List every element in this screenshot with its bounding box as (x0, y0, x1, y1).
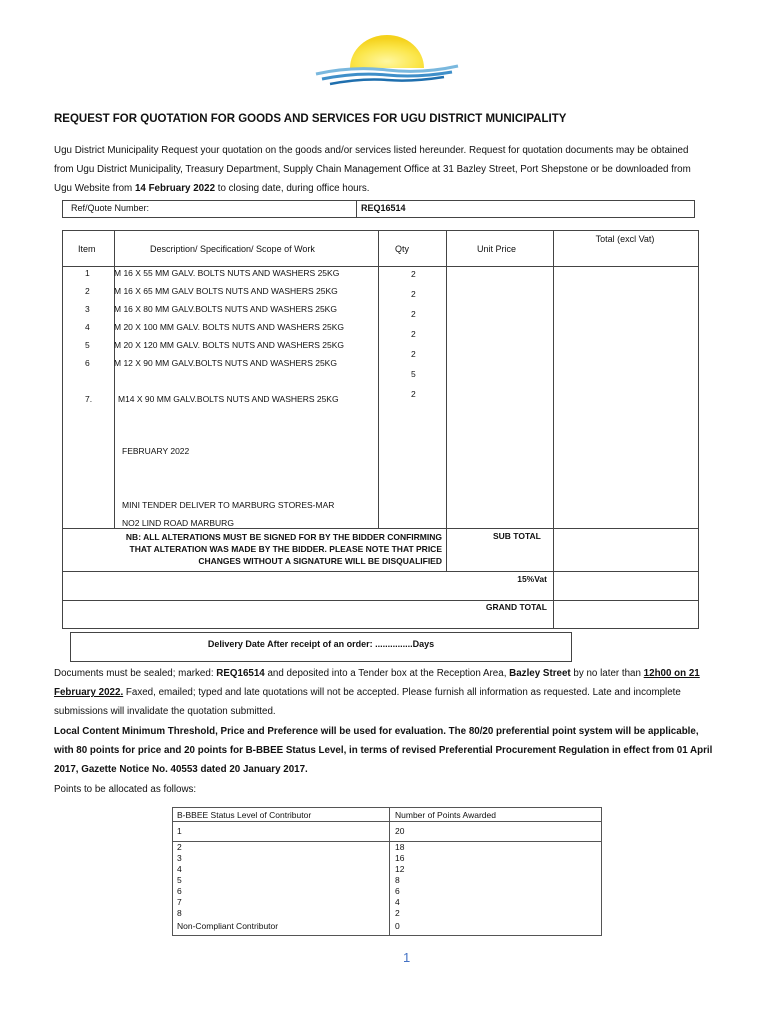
points-level: 4 (177, 864, 182, 874)
ref-label: Ref/Quote Number: (71, 203, 150, 213)
header-item: Item (78, 244, 96, 254)
item-number: 2 (85, 286, 90, 296)
item-qty: 2 (411, 309, 416, 319)
page-number: 1 (403, 950, 411, 965)
docs-text: and deposited into a Tender box at the Reception Area, (264, 668, 510, 679)
points-value: 20 (395, 826, 405, 836)
header-total: Total (excl Vat) (595, 234, 655, 244)
delivery-box (70, 632, 572, 662)
item-number: 1 (85, 268, 90, 278)
points-value: 8 (395, 875, 400, 885)
intro-line: Ugu District Municipality Request your quotation on the goods and/or services listed hereunder. Request for quotation documents may be obtained (54, 145, 689, 156)
points-level: 2 (177, 842, 182, 852)
item-number: 4 (85, 322, 90, 332)
table-note: FEBRUARY 2022 (122, 446, 190, 456)
table-note: NO2 LIND ROAD MARBURG (122, 518, 234, 528)
points-value: 16 (395, 853, 405, 863)
points-value: 4 (395, 897, 400, 907)
item-qty: 2 (411, 329, 416, 339)
points-level: 5 (177, 875, 182, 885)
local-line: with 80 points for price and 20 points for B-BBEE Status Level, in terms of revised Preferential Procurement Regulation in effect from 01 April (54, 745, 713, 756)
points-level: 6 (177, 886, 182, 896)
item-qty: 2 (411, 289, 416, 299)
item-number: 7. (85, 394, 93, 404)
item-description: M 20 X 100 MM GALV. BOLTS NUTS AND WASHERS 25KG (114, 322, 345, 332)
points-value: 18 (395, 842, 405, 852)
item-description: M14 X 90 MM GALV.BOLTS NUTS AND WASHERS 25KG (118, 394, 339, 404)
item-number: 6 (85, 358, 90, 368)
local-line: 2017, Gazette Notice No. 40553 dated 20 January 2017. (54, 764, 308, 775)
local-content-paragraph (54, 722, 759, 779)
delivery-text: Delivery Date After receipt of an order: ...............Days (207, 639, 435, 649)
docs-line (54, 664, 759, 683)
docs-ref: REQ16514 (216, 668, 265, 679)
item-number: 5 (85, 340, 90, 350)
item-number: 3 (85, 304, 90, 314)
intro-text: Ugu Website from (54, 183, 135, 194)
docs-street: Bazley Street (509, 668, 571, 679)
points-level: 7 (177, 897, 182, 907)
docs-deadline: 12h00 on 21 (643, 668, 700, 679)
local-line: Local Content Minimum Threshold, Price and Preference will be used for evaluation. The 80/20 preferential point system will be applicable, (54, 726, 699, 737)
header-description: Description/ Specification/ Scope of Work (150, 244, 315, 254)
docs-text: by no later than (570, 668, 644, 679)
vat-label: 15%Vat (517, 574, 547, 584)
intro-line: from Ugu District Municipality, Treasury Department, Supply Chain Management Office at 31 Bazley Street, Port Shepstone or be downloaded from (54, 164, 691, 175)
item-qty: 2 (411, 349, 416, 359)
item-qty: 5 (411, 369, 416, 379)
points-value: 2 (395, 908, 400, 918)
points-level: 1 (177, 826, 182, 836)
docs-text: Documents must be sealed; marked: (54, 668, 217, 679)
nb-note (66, 531, 442, 567)
page-title: REQUEST FOR QUOTATION FOR GOODS AND SERVICES FOR UGU DISTRICT MUNICIPALITY (54, 113, 567, 125)
docs-line (54, 683, 759, 702)
header-unit-price: Unit Price (477, 244, 517, 254)
points-header-points: Number of Points Awarded (395, 810, 496, 820)
nb-line: THAT ALTERATION WAS MADE BY THE BIDDER. PLEASE NOTE THAT PRICE (129, 544, 442, 554)
docs-line: submissions will invalidate the quotation submitted. (54, 706, 276, 717)
points-value: 12 (395, 864, 405, 874)
intro-date: 14 February 2022 (134, 183, 216, 194)
nb-line: NB: ALL ALTERATIONS MUST BE SIGNED FOR BY THE BIDDER CONFIRMING (125, 532, 442, 542)
points-level: 3 (177, 853, 182, 863)
docs-deadline: February 2022. (54, 687, 124, 698)
subtotal-label: SUB TOTAL (493, 531, 541, 541)
item-qty: 2 (411, 389, 416, 399)
points-header-level: B-BBEE Status Level of Contributor (177, 810, 312, 820)
grand-total-label: GRAND TOTAL (485, 602, 547, 612)
item-description: M 16 X 65 MM GALV BOLTS NUTS AND WASHERS 25KG (114, 286, 338, 296)
points-level: 8 (177, 908, 182, 918)
ref-value: REQ16514 (361, 203, 406, 213)
points-level: Non-Compliant Contributor (177, 921, 279, 931)
item-description: M 20 X 120 MM GALV. BOLTS NUTS AND WASHERS 25KG (114, 340, 345, 350)
points-table (172, 807, 602, 936)
item-description: M 16 X 55 MM GALV. BOLTS NUTS AND WASHERS 25KG (114, 268, 340, 278)
intro-text: to closing date, during office hours. (215, 183, 370, 194)
points-value: 6 (395, 886, 400, 896)
item-description: M 12 X 90 MM GALV.BOLTS NUTS AND WASHERS 25KG (114, 358, 337, 368)
item-description: M 16 X 80 MM GALV.BOLTS NUTS AND WASHERS 25KG (114, 304, 337, 314)
points-intro: Points to be allocated as follows: (54, 784, 197, 795)
table-note: MINI TENDER DELIVER TO MARBURG STORES-MAR (122, 500, 335, 510)
header-qty: Qty (395, 244, 410, 254)
docs-paragraph (54, 664, 759, 721)
item-qty: 2 (411, 269, 416, 279)
docs-text: Faxed, emailed; typed and late quotations will not be accepted. Please furnish all information as requested. Late and incomplete (123, 687, 681, 698)
points-value: 0 (395, 921, 400, 931)
nb-line: CHANGES WITHOUT A SIGNATURE WILL BE DISQUALIFIED (198, 556, 442, 566)
